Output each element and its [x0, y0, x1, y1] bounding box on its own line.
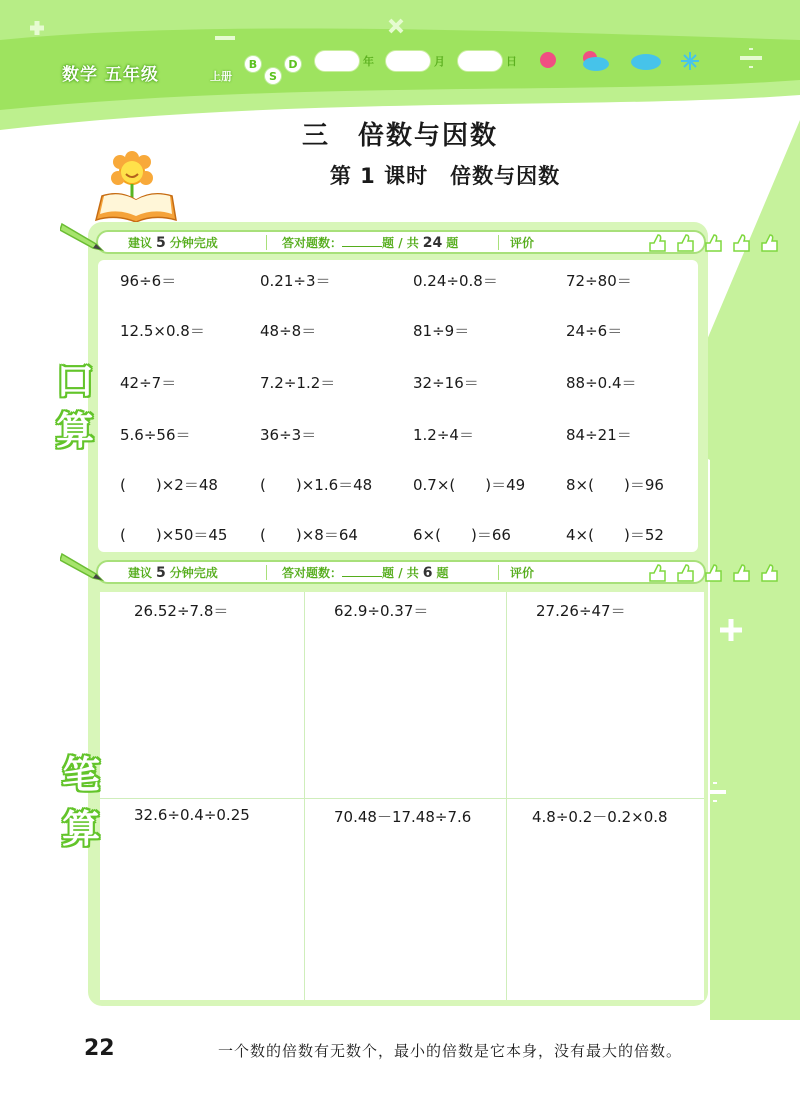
- oral-problem: 72÷80＝: [566, 272, 632, 290]
- oral-problem: 24÷6＝: [566, 322, 623, 340]
- rating-label: 评价: [510, 566, 535, 580]
- correct-count-text: 答对题数： 题 / 共 24 题: [282, 235, 459, 251]
- thumbs-rating-icons[interactable]: [646, 563, 786, 583]
- oral-problem-fill-blank[interactable]: ( )×50＝45: [120, 526, 228, 544]
- oral-problem: 0.24÷0.8＝: [413, 272, 498, 290]
- oral-info-bar: [96, 230, 706, 254]
- oral-problem: 36÷3＝: [260, 426, 317, 444]
- written-problem[interactable]: 62.9÷0.37＝: [334, 602, 429, 620]
- month-label: 月: [434, 55, 445, 68]
- thumb-up-icon: [734, 565, 749, 581]
- suggest-text: 建议 5 分钟完成: [128, 565, 218, 581]
- oral-side-label-kou: 口: [55, 359, 94, 403]
- correct-count-text: 答对题数： 题 / 共 6 题: [282, 565, 449, 581]
- day-label: 日: [506, 55, 517, 68]
- oral-problem: 88÷0.4＝: [566, 374, 637, 392]
- oral-problem-fill-blank[interactable]: ( )×8＝64: [260, 526, 358, 544]
- book-title: 数学 五年级: [62, 65, 159, 85]
- thumb-up-icon: [706, 565, 721, 581]
- written-problem[interactable]: 70.48－17.48÷7.6: [334, 808, 472, 826]
- oral-side-label-suan: 算: [55, 409, 94, 453]
- written-problem[interactable]: 27.26÷47＝: [536, 602, 626, 620]
- written-calculation-box: [100, 592, 704, 1000]
- written-side-label-bi: 笔: [61, 753, 100, 797]
- thumb-up-icon: [650, 235, 665, 251]
- year-label: 年: [363, 55, 374, 68]
- correct-count-blank[interactable]: [342, 235, 382, 247]
- edition-letter-b: B: [244, 55, 262, 73]
- day-field[interactable]: [457, 50, 503, 72]
- written-problem[interactable]: 4.8÷0.2－0.2×0.8: [532, 808, 668, 826]
- oral-problem-fill-blank[interactable]: ( )×1.6＝48: [260, 476, 373, 494]
- grid-divider: [100, 798, 704, 799]
- oral-problem-fill-blank[interactable]: 0.7×( )＝49: [413, 476, 526, 494]
- sun-icon: [540, 52, 556, 68]
- unit-title: 三 倍数与因数: [301, 121, 498, 151]
- cloudy-icon: [631, 54, 661, 70]
- grid-divider: [506, 592, 507, 1000]
- snow-icon: [681, 52, 699, 70]
- volume-label: 上册: [210, 70, 232, 83]
- oral-problem: 1.2÷4＝: [413, 426, 474, 444]
- pencil-icon: [60, 218, 106, 252]
- weather-icons: [538, 50, 718, 80]
- oral-problem-fill-blank[interactable]: ( )×2＝48: [120, 476, 218, 494]
- edition-letter-s: S: [264, 67, 282, 85]
- thumb-up-icon: [678, 235, 693, 251]
- oral-problem-fill-blank[interactable]: 4×( )＝52: [566, 526, 664, 544]
- lesson-title: 第 1 课时 倍数与因数: [329, 164, 561, 188]
- thumb-up-icon: [650, 565, 665, 581]
- written-problem[interactable]: 32.6÷0.4÷0.25: [134, 806, 250, 824]
- oral-problem: 48÷8＝: [260, 322, 317, 340]
- open-book-icon: [96, 194, 176, 222]
- year-field[interactable]: [314, 50, 360, 72]
- thumb-up-icon: [706, 235, 721, 251]
- oral-problem-fill-blank[interactable]: 8×( )＝96: [566, 476, 664, 494]
- thumb-up-icon: [762, 565, 777, 581]
- thumbs-rating-icons[interactable]: [646, 233, 786, 253]
- correct-count-blank[interactable]: [342, 565, 382, 577]
- thumb-up-icon: [762, 235, 777, 251]
- oral-calculation-box: [98, 260, 698, 552]
- oral-problem-fill-blank[interactable]: 6×( )＝66: [413, 526, 511, 544]
- grid-divider: [304, 592, 305, 1000]
- oral-problem: 84÷21＝: [566, 426, 632, 444]
- pencil-icon: [60, 548, 106, 582]
- oral-problem: 0.21÷3＝: [260, 272, 331, 290]
- oral-problem: 5.6÷56＝: [120, 426, 191, 444]
- tip-note: 一个数的倍数有无数个，最小的倍数是它本身，没有最大的倍数。: [218, 1042, 683, 1060]
- oral-problem: 81÷9＝: [413, 322, 470, 340]
- oral-problem: 96÷6＝: [120, 272, 177, 290]
- edition-letter-d: D: [284, 55, 302, 73]
- oral-problem: 12.5×0.8＝: [120, 322, 205, 340]
- oral-problem: 42÷7＝: [120, 374, 177, 392]
- oral-problem: 32÷16＝: [413, 374, 479, 392]
- written-problem[interactable]: 26.52÷7.8＝: [134, 602, 229, 620]
- rating-label: 评价: [510, 236, 535, 250]
- written-info-bar: [96, 560, 706, 584]
- thumb-up-icon: [678, 565, 693, 581]
- oral-problem: 7.2÷1.2＝: [260, 374, 336, 392]
- written-side-label-suan: 算: [61, 807, 100, 851]
- month-field[interactable]: [385, 50, 431, 72]
- suggest-text: 建议 5 分钟完成: [128, 235, 218, 251]
- page-number: 22: [84, 1036, 115, 1061]
- thumb-up-icon: [734, 235, 749, 251]
